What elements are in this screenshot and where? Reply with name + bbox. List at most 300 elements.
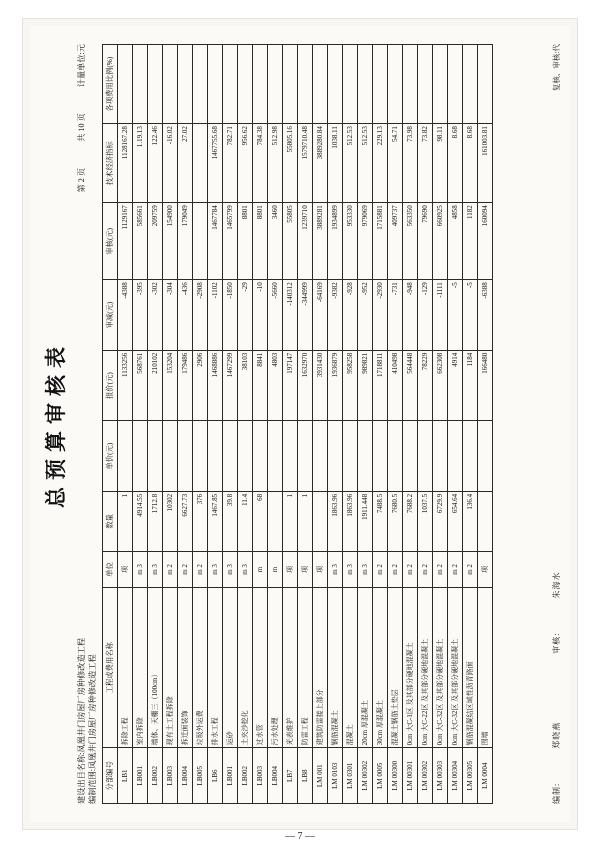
cell-qty bbox=[313, 491, 328, 551]
th-code: 分部编号 bbox=[103, 748, 118, 804]
table-row bbox=[298, 45, 313, 804]
cell-audit: 1715881 bbox=[373, 203, 388, 280]
cell-code: LB004 bbox=[268, 748, 283, 804]
cell-index: 3889280.84 bbox=[313, 124, 328, 203]
cell-name: 污水处理 bbox=[268, 588, 283, 748]
cell-index: 956.62 bbox=[238, 124, 253, 203]
cell-code: LB003 bbox=[163, 748, 178, 804]
cell-index: 1128167.28 bbox=[118, 124, 133, 203]
cell-cut: -129 bbox=[418, 280, 433, 351]
cell-code: LB001 bbox=[223, 748, 238, 804]
paper-sheet bbox=[30, 26, 570, 822]
cell-index: 73.98 bbox=[403, 124, 418, 203]
cell-pct bbox=[328, 45, 343, 124]
cell-quote: 958258 bbox=[343, 350, 358, 421]
cell-quote: 1936879 bbox=[328, 350, 343, 421]
table-row bbox=[328, 45, 343, 804]
cell-name: 建筑防雷接上部分 bbox=[313, 588, 328, 748]
cell-cut: -395 bbox=[133, 280, 148, 351]
cell-qty: 68 bbox=[253, 491, 268, 551]
cell-price bbox=[418, 421, 433, 492]
cell-pct bbox=[163, 45, 178, 124]
cell-audit: 8801 bbox=[238, 203, 253, 280]
cell-quote: 153204 bbox=[163, 350, 178, 421]
cell-price bbox=[478, 421, 493, 492]
table-row bbox=[403, 45, 418, 804]
cell-unit: m 2 bbox=[418, 551, 433, 587]
cell-price bbox=[358, 421, 373, 492]
table-row bbox=[163, 45, 178, 804]
cell-quote: 1632970 bbox=[298, 350, 313, 421]
cell-quote: 1133256 bbox=[118, 350, 133, 421]
cell-audit bbox=[193, 203, 208, 280]
th-price: 单价(元) bbox=[103, 421, 118, 492]
cell-name: 垃圾外运费 bbox=[193, 588, 208, 748]
cell-name: 30cm 厚混凝土 bbox=[373, 588, 388, 748]
landscape-content bbox=[30, 26, 570, 822]
cell-name: 围墙 bbox=[478, 588, 493, 748]
cell-index: 1467755.68 bbox=[208, 124, 223, 203]
cell-quote: 1467299 bbox=[223, 350, 238, 421]
table-row bbox=[463, 45, 478, 804]
cell-pct bbox=[118, 45, 133, 124]
cell-pct bbox=[358, 45, 373, 124]
footer-auditor bbox=[552, 538, 561, 654]
cell-code: LM 0103 bbox=[328, 748, 343, 804]
table-row bbox=[118, 45, 133, 804]
footer-signatures bbox=[551, 504, 562, 804]
cell-audit: 79690 bbox=[418, 203, 433, 280]
cell-audit: 1182 bbox=[463, 203, 478, 280]
cell-unit: m 3 bbox=[133, 551, 148, 587]
cell-price bbox=[433, 421, 448, 492]
th-quote: 报价(元) bbox=[103, 350, 118, 421]
cell-cut: -436 bbox=[178, 280, 193, 351]
cell-quote: 4803 bbox=[268, 350, 283, 421]
page-title: 总预算审核表 bbox=[43, 340, 68, 508]
cell-unit: m 2 bbox=[388, 551, 403, 587]
cell-cut: -1102 bbox=[208, 280, 223, 351]
cell-cut: -2908 bbox=[193, 280, 208, 351]
cell-quote: 1468886 bbox=[208, 350, 223, 421]
cell-code: LB8 bbox=[298, 748, 313, 804]
cell-name: 室内拆除 bbox=[133, 588, 148, 748]
cell-unit: m 3 bbox=[343, 551, 358, 587]
cell-audit: 585661 bbox=[133, 203, 148, 280]
cell-qty: 6627.73 bbox=[178, 491, 193, 551]
cell-price bbox=[118, 421, 133, 492]
cell-cut: -731 bbox=[388, 280, 403, 351]
cell-cut: -29 bbox=[238, 280, 253, 351]
cell-name: 运砂 bbox=[223, 588, 238, 748]
cell-code: LM 00305 bbox=[463, 748, 478, 804]
cell-quote: 8841 bbox=[253, 350, 268, 421]
preparer-label: 编制: bbox=[552, 782, 561, 804]
cell-audit: 209759 bbox=[148, 203, 163, 280]
cell-price bbox=[133, 421, 148, 492]
cell-cut: -9382 bbox=[328, 280, 343, 351]
cell-audit: 1465799 bbox=[223, 203, 238, 280]
cell-unit: 项 bbox=[478, 551, 493, 587]
cell-index: 161003.81 bbox=[478, 124, 493, 203]
cell-audit: 55805 bbox=[283, 203, 298, 280]
cell-cut: -5660 bbox=[268, 280, 283, 351]
cell-qty: 7680.5 bbox=[388, 491, 403, 551]
cell-index: -16.02 bbox=[163, 124, 178, 203]
cell-qty: 1467.85 bbox=[208, 491, 223, 551]
cell-audit: 160094 bbox=[478, 203, 493, 280]
cell-price bbox=[298, 421, 313, 492]
cell-pct bbox=[268, 45, 283, 124]
cell-name: 0cm 大C-32区 及其部分硬地混凝土 bbox=[448, 588, 463, 748]
cell-price bbox=[163, 421, 178, 492]
cell-index: 27.02 bbox=[178, 124, 193, 203]
scope-line: 编制范围:凤凰井门房屋厂房种修改造工程 bbox=[88, 654, 97, 804]
unit-of-measure: 计量单位:元 bbox=[77, 44, 86, 88]
cell-quote: 3931430 bbox=[313, 350, 328, 421]
cell-index: 8.68 bbox=[448, 124, 463, 203]
cell-code: LM 00300 bbox=[388, 748, 403, 804]
table-row bbox=[388, 45, 403, 804]
cell-audit: 154900 bbox=[163, 203, 178, 280]
cell-code: LB004 bbox=[178, 748, 193, 804]
cell-pct bbox=[463, 45, 478, 124]
cell-name: 混凝土 bbox=[343, 588, 358, 748]
cell-quote: 1718811 bbox=[373, 350, 388, 421]
cell-name: 光表维护 bbox=[283, 588, 298, 748]
table-row bbox=[238, 45, 253, 804]
cell-price bbox=[208, 421, 223, 492]
table-row bbox=[343, 45, 358, 804]
cell-qty: 654.64 bbox=[448, 491, 463, 551]
sheet-number: 第 2 页 bbox=[77, 167, 86, 193]
cell-qty: 1712.8 bbox=[148, 491, 163, 551]
cell-qty: 11.4 bbox=[238, 491, 253, 551]
header-right bbox=[76, 44, 87, 218]
cell-quote: 568761 bbox=[133, 350, 148, 421]
cell-unit: 项 bbox=[298, 551, 313, 587]
cell-code: LM 00301 bbox=[403, 748, 418, 804]
cell-name: 0cm 大C-1区 及其部分硬地混凝土 bbox=[403, 588, 418, 748]
cell-qty: 1863.96 bbox=[328, 491, 343, 551]
cell-price bbox=[283, 421, 298, 492]
cell-audit: 179049 bbox=[178, 203, 193, 280]
table-row bbox=[178, 45, 193, 804]
cell-price bbox=[343, 421, 358, 492]
cell-unit: m 3 bbox=[358, 551, 373, 587]
cell-unit: m 3 bbox=[238, 551, 253, 587]
cell-audit: 8801 bbox=[253, 203, 268, 280]
cell-code: LM 0005 bbox=[373, 748, 388, 804]
cell-qty: 1 bbox=[283, 491, 298, 551]
cell-qty bbox=[478, 491, 493, 551]
cell-qty: 1911.448 bbox=[358, 491, 373, 551]
cell-qty: 10302 bbox=[163, 491, 178, 551]
th-qty: 数量 bbox=[103, 491, 118, 551]
cell-quote: 179486 bbox=[178, 350, 193, 421]
cell-pct bbox=[238, 45, 253, 124]
cell-qty: 7688.2 bbox=[403, 491, 418, 551]
cell-audit: 1239710 bbox=[298, 203, 313, 280]
cell-unit: m 2 bbox=[178, 551, 193, 587]
cell-code: LB7 bbox=[283, 748, 298, 804]
cell-code: LB001 bbox=[133, 748, 148, 804]
cell-audit: 4858 bbox=[448, 203, 463, 280]
cell-audit: 563350 bbox=[403, 203, 418, 280]
table-row bbox=[448, 45, 463, 804]
cell-pct bbox=[283, 45, 298, 124]
cell-code: LM 00304 bbox=[448, 748, 463, 804]
cell-unit: m 2 bbox=[163, 551, 178, 587]
cell-unit: m bbox=[253, 551, 268, 587]
cell-quote: 197147 bbox=[283, 350, 298, 421]
cell-name: 过水管 bbox=[253, 588, 268, 748]
table-row bbox=[253, 45, 268, 804]
cell-unit: m 2 bbox=[373, 551, 388, 587]
header-left bbox=[76, 638, 98, 804]
cell-index: 512.53 bbox=[358, 124, 373, 203]
cell-cut: -1850 bbox=[223, 280, 238, 351]
rotated-content-wrapper bbox=[30, 26, 570, 822]
cell-pct bbox=[208, 45, 223, 124]
cell-index: 122.46 bbox=[148, 124, 163, 203]
cell-index: 1.19.13 bbox=[133, 124, 148, 203]
cell-index: 54.71 bbox=[388, 124, 403, 203]
cell-unit: m 3 bbox=[328, 551, 343, 587]
th-index: 技术经济指标 bbox=[103, 124, 118, 203]
cell-audit: 660925 bbox=[433, 203, 448, 280]
table-row bbox=[208, 45, 223, 804]
cell-pct bbox=[433, 45, 448, 124]
cell-pct bbox=[298, 45, 313, 124]
cell-pct bbox=[178, 45, 193, 124]
cell-price bbox=[388, 421, 403, 492]
scanned-page bbox=[22, 18, 578, 830]
cell-price bbox=[328, 421, 343, 492]
cell-name: 现有土工程拆除 bbox=[163, 588, 178, 748]
cell-unit: m 3 bbox=[208, 551, 223, 587]
cell-pct bbox=[133, 45, 148, 124]
cell-quote: 410498 bbox=[388, 350, 403, 421]
cell-quote: 989821 bbox=[358, 350, 373, 421]
footer-review: 复核、审核:代 bbox=[552, 44, 561, 92]
cell-unit: m 2 bbox=[433, 551, 448, 587]
cell-unit: 项 bbox=[118, 551, 133, 587]
cell-code: LM 001 bbox=[313, 748, 328, 804]
cell-code: LM 00302 bbox=[358, 748, 373, 804]
cell-pct bbox=[478, 45, 493, 124]
cell-audit: 1467784 bbox=[208, 203, 223, 280]
th-cut: 审减(元) bbox=[103, 280, 118, 351]
cell-code: LB002 bbox=[148, 748, 163, 804]
budget-audit-table bbox=[102, 44, 493, 804]
cell-qty: 6729.9 bbox=[433, 491, 448, 551]
cell-price bbox=[313, 421, 328, 492]
auditor-value: 朱海水 bbox=[552, 571, 561, 599]
cell-price bbox=[403, 421, 418, 492]
cell-code: LM 00303 bbox=[433, 748, 448, 804]
cell-index: 1038.11 bbox=[328, 124, 343, 203]
cell-quote: 2906 bbox=[193, 350, 208, 421]
cell-price bbox=[193, 421, 208, 492]
cell-index: 8.68 bbox=[463, 124, 478, 203]
cell-qty: 136.4 bbox=[463, 491, 478, 551]
cell-price bbox=[238, 421, 253, 492]
cell-pct bbox=[373, 45, 388, 124]
project-name-line: 建设出目名称:凤凰井门房屋厂房种修改造工程 bbox=[77, 637, 86, 804]
cell-code: LB002 bbox=[238, 748, 253, 804]
table-row bbox=[133, 45, 148, 804]
th-unit: 单位 bbox=[103, 551, 118, 587]
table-row bbox=[268, 45, 283, 804]
cell-index: 1579710.48 bbox=[298, 124, 313, 203]
cell-quote: 38103 bbox=[238, 350, 253, 421]
table-row bbox=[193, 45, 208, 804]
cell-audit: 1934899 bbox=[328, 203, 343, 280]
cell-index: 512.98 bbox=[268, 124, 283, 203]
preparer-value: 郑晓燕 bbox=[552, 721, 561, 749]
cell-unit: m 2 bbox=[193, 551, 208, 587]
cell-price bbox=[268, 421, 283, 492]
cell-qty: 4914.55 bbox=[133, 491, 148, 551]
table-row bbox=[283, 45, 298, 804]
cell-name: 土夹沙挖化 bbox=[238, 588, 253, 748]
table-row bbox=[148, 45, 163, 804]
cell-cut: -10 bbox=[253, 280, 268, 351]
th-name: 工程或费用名称 bbox=[103, 588, 118, 748]
cell-cut: -2930 bbox=[373, 280, 388, 351]
cell-name: 20cm 厚混凝土 bbox=[358, 588, 373, 748]
cell-price bbox=[373, 421, 388, 492]
cell-cut: -6388 bbox=[478, 280, 493, 351]
cell-price bbox=[253, 421, 268, 492]
cell-audit: 3460 bbox=[268, 203, 283, 280]
table-row bbox=[433, 45, 448, 804]
cell-quote: 210102 bbox=[148, 350, 163, 421]
cell-price bbox=[148, 421, 163, 492]
cell-quote: 1184 bbox=[463, 350, 478, 421]
cell-name: 防雷工程 bbox=[298, 588, 313, 748]
cell-audit: 953330 bbox=[343, 203, 358, 280]
cell-unit: m 3 bbox=[148, 551, 163, 587]
cell-cut: -304 bbox=[163, 280, 178, 351]
cell-code: LB003 bbox=[253, 748, 268, 804]
cell-pct bbox=[388, 45, 403, 124]
cell-name: 排水工程 bbox=[208, 588, 223, 748]
cell-unit: m 2 bbox=[448, 551, 463, 587]
table-row bbox=[358, 45, 373, 804]
total-pages: 共 10 页 bbox=[77, 113, 86, 142]
cell-cut: -4388 bbox=[118, 280, 133, 351]
cell-audit: 979069 bbox=[358, 203, 373, 280]
cell-name: 0cm 大C-32区 及其部分硬地混凝土 bbox=[433, 588, 448, 748]
cell-cut: -302 bbox=[148, 280, 163, 351]
cell-cut: -5 bbox=[448, 280, 463, 351]
auditor-label: 审核: bbox=[552, 632, 561, 654]
cell-price bbox=[463, 421, 478, 492]
cell-qty: 1 bbox=[298, 491, 313, 551]
cell-index: 229.13 bbox=[373, 124, 388, 203]
cell-code: LB005 bbox=[193, 748, 208, 804]
cell-quote: 4914 bbox=[448, 350, 463, 421]
cell-pct bbox=[253, 45, 268, 124]
cell-pct bbox=[313, 45, 328, 124]
cell-index bbox=[193, 124, 208, 203]
cell-quote: 662308 bbox=[433, 350, 448, 421]
cell-qty bbox=[268, 491, 283, 551]
cell-unit: m 2 bbox=[403, 551, 418, 587]
cell-cut: -140312 bbox=[283, 280, 298, 351]
cell-qty: 39.8 bbox=[223, 491, 238, 551]
cell-index: 73.82 bbox=[418, 124, 433, 203]
cell-pct bbox=[193, 45, 208, 124]
table-row bbox=[373, 45, 388, 804]
cell-index: 784.38 bbox=[253, 124, 268, 203]
cell-qty: 1 bbox=[118, 491, 133, 551]
cell-name: 钢筋混凝结区域性沥青路面 bbox=[463, 588, 478, 748]
cell-price bbox=[448, 421, 463, 492]
cell-cut: -64169 bbox=[313, 280, 328, 351]
cell-qty: 1863.96 bbox=[343, 491, 358, 551]
cell-qty: 376 bbox=[193, 491, 208, 551]
cell-audit: 1129167 bbox=[118, 203, 133, 280]
cell-pct bbox=[343, 45, 358, 124]
th-pct: 各项费用比例(%) bbox=[103, 45, 118, 124]
cell-unit: m 3 bbox=[223, 551, 238, 587]
cell-quote: 78229 bbox=[418, 350, 433, 421]
footer-preparer bbox=[552, 688, 561, 804]
cell-price bbox=[223, 421, 238, 492]
cell-code: LM 00302 bbox=[418, 748, 433, 804]
cell-quote: 166480 bbox=[478, 350, 493, 421]
cell-index: 55805.16 bbox=[283, 124, 298, 203]
cell-index: 782.71 bbox=[223, 124, 238, 203]
table-body bbox=[118, 45, 493, 804]
cell-qty: 7488.5 bbox=[373, 491, 388, 551]
cell-audit: 409737 bbox=[388, 203, 403, 280]
cell-code: LB1 bbox=[118, 748, 133, 804]
cell-unit: 项 bbox=[283, 551, 298, 587]
table-row bbox=[418, 45, 433, 804]
cell-qty: 1037.5 bbox=[418, 491, 433, 551]
cell-name: 拆除工程 bbox=[118, 588, 133, 748]
cell-pct bbox=[403, 45, 418, 124]
cell-name: 0cm 大C-22区 及其部分硬地混凝土 bbox=[418, 588, 433, 748]
cell-index: 98.11 bbox=[433, 124, 448, 203]
cell-unit: m bbox=[268, 551, 283, 587]
cell-pct bbox=[148, 45, 163, 124]
page-number: — 7 — bbox=[285, 831, 315, 842]
cell-cut: -952 bbox=[358, 280, 373, 351]
cell-cut: -1111 bbox=[433, 280, 448, 351]
cell-index: 512.53 bbox=[343, 124, 358, 203]
cell-name: 墙体、天棚三（100cm） bbox=[148, 588, 163, 748]
cell-name: 拆迁面装饰 bbox=[178, 588, 193, 748]
cell-code: LM 0301 bbox=[343, 748, 358, 804]
th-audit: 审核(元) bbox=[103, 203, 118, 280]
cell-pct bbox=[223, 45, 238, 124]
cell-unit: 项 bbox=[313, 551, 328, 587]
cell-audit: 3889281 bbox=[313, 203, 328, 280]
cell-quote: 564448 bbox=[403, 350, 418, 421]
cell-price bbox=[178, 421, 193, 492]
cell-pct bbox=[418, 45, 433, 124]
cell-cut: -5 bbox=[463, 280, 478, 351]
cell-pct bbox=[448, 45, 463, 124]
table-row bbox=[223, 45, 238, 804]
cell-code: LB6 bbox=[208, 748, 223, 804]
table-row bbox=[313, 45, 328, 804]
